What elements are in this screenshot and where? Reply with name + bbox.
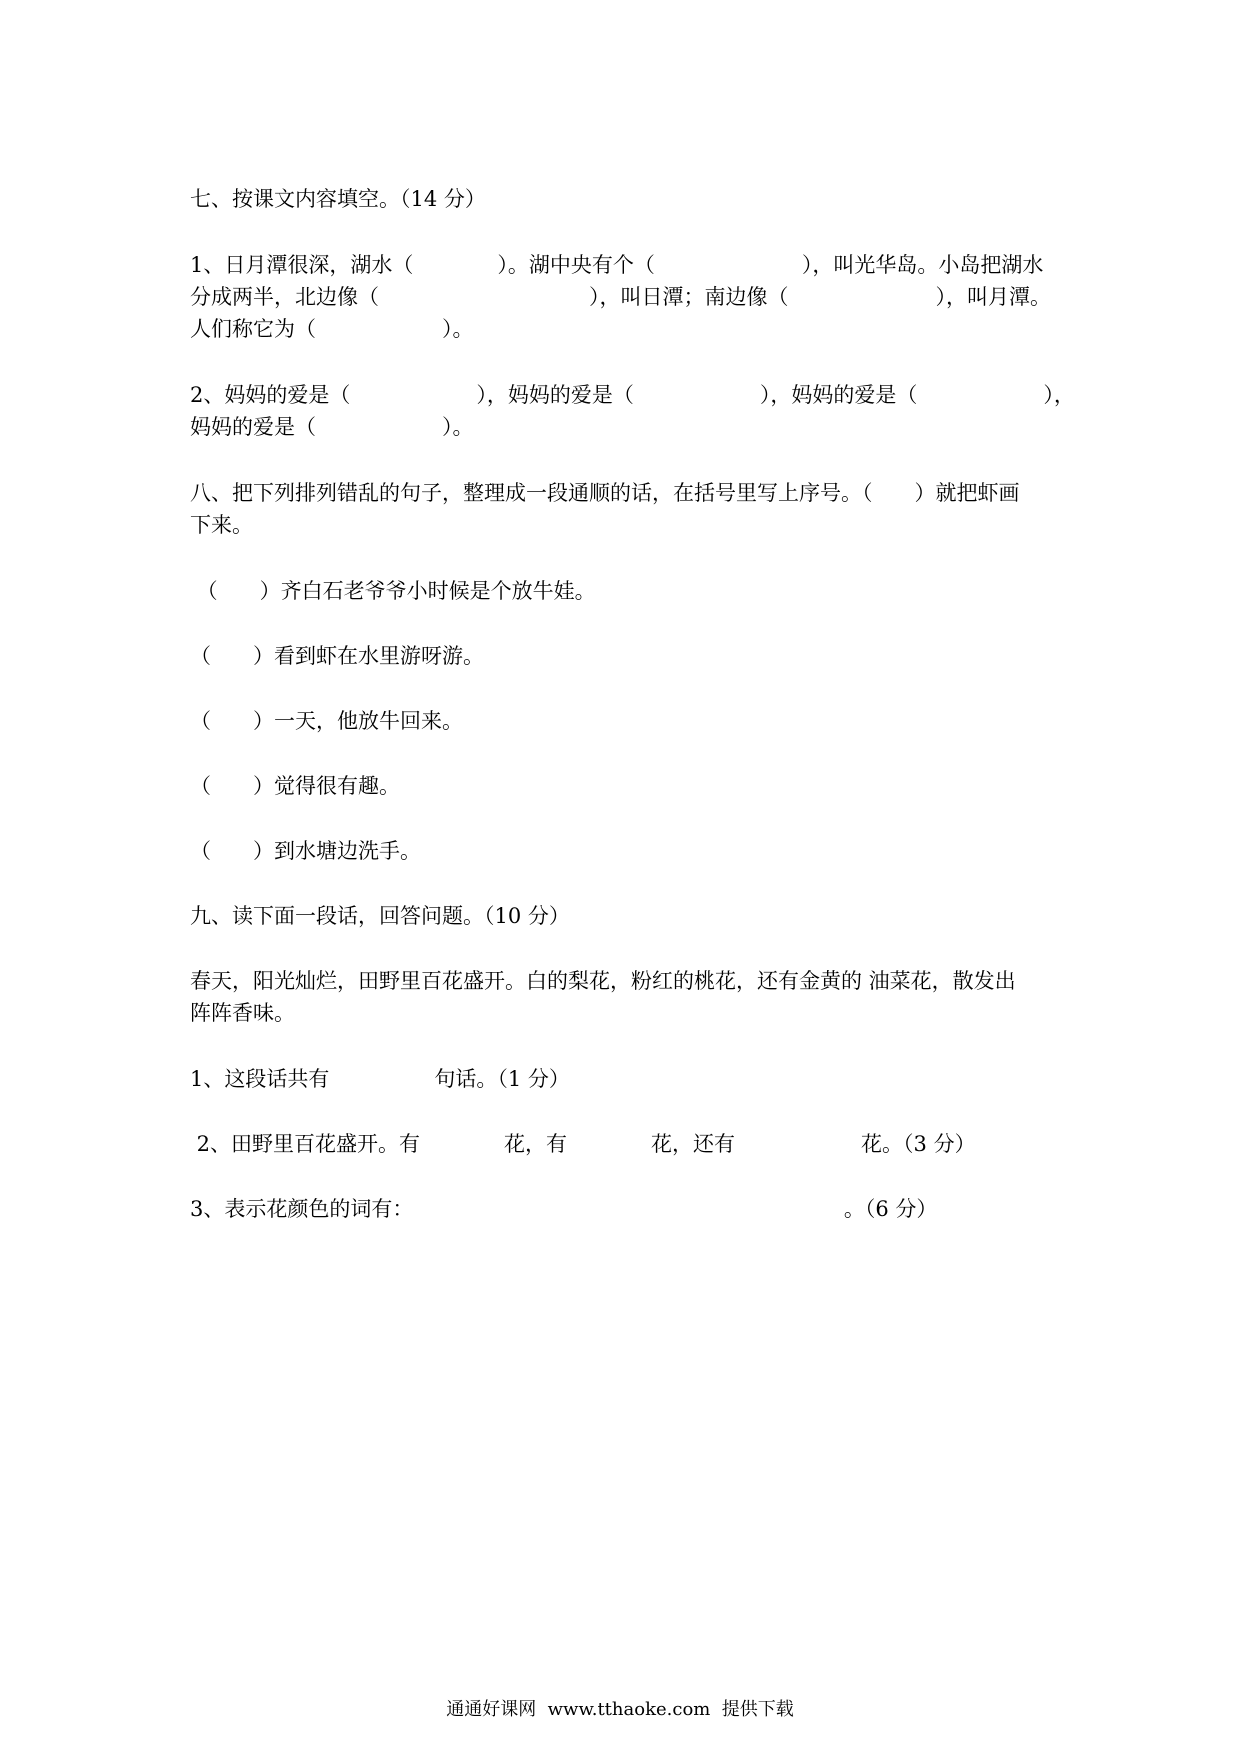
section-8-item: （ ）齐白石老爷爷小时候是个放牛娃。 xyxy=(190,579,596,603)
section-9-q3: 3、表示花颜色的词有： 。（6 分） xyxy=(190,1197,938,1221)
section-9-q1: 1、这段话共有 句话。（1 分） xyxy=(190,1067,570,1091)
section-8-heading-line2: 下来。 xyxy=(190,513,253,537)
section-8-item: （ ）看到虾在水里游呀游。 xyxy=(190,644,484,668)
section-7-q2-line2: 妈妈的爱是（ ）。 xyxy=(190,415,474,439)
section-8-item: （ ）觉得很有趣。 xyxy=(190,774,400,798)
section-8-item: （ ）到水塘边洗手。 xyxy=(190,839,421,863)
section-9-heading: 九、读下面一段话，回答问题。（10 分） xyxy=(190,904,570,928)
section-7-q1-line3: 人们称它为（ ）。 xyxy=(190,317,474,341)
section-7-q2-line1-part-b: （ ）， xyxy=(896,383,1075,407)
section-8-heading-line1: 八、把下列排列错乱的句子，整理成一段通顺的话，在括号里写上序号。（ ）就把虾画 xyxy=(190,481,1020,505)
section-7-q1-line1: 1、日月潭很深，湖水（ ）。湖中央有个（ ），叫光华岛。小岛把湖水 xyxy=(190,253,1044,277)
section-8-item: （ ）一天，他放牛回来。 xyxy=(190,709,463,733)
section-9-passage-line2: 阵阵香味。 xyxy=(190,1001,295,1025)
section-7-heading: 七、按课文内容填空。（14 分） xyxy=(190,187,486,211)
section-7-q1-line2: 分成两半，北边像（ ），叫日潭；南边像（ ），叫月潭。 xyxy=(190,285,1051,309)
section-7-q2-line1-part-a: 2、妈妈的爱是（ ），妈妈的爱是（ ），妈妈的爱是 xyxy=(190,383,897,407)
section-7-q2-line1 xyxy=(190,380,1075,410)
section-9-passage-line1: 春天，阳光灿烂，田野里百花盛开。白的梨花，粉红的桃花，还有金黄的 油菜花，散发出 xyxy=(190,969,1016,993)
footer-credit: 通通好课网 www.tthaoke.com 提供下载 xyxy=(446,1699,794,1720)
section-9-q2: 2、田野里百花盛开。有 花，有 花，还有 花。（3 分） xyxy=(190,1132,976,1156)
